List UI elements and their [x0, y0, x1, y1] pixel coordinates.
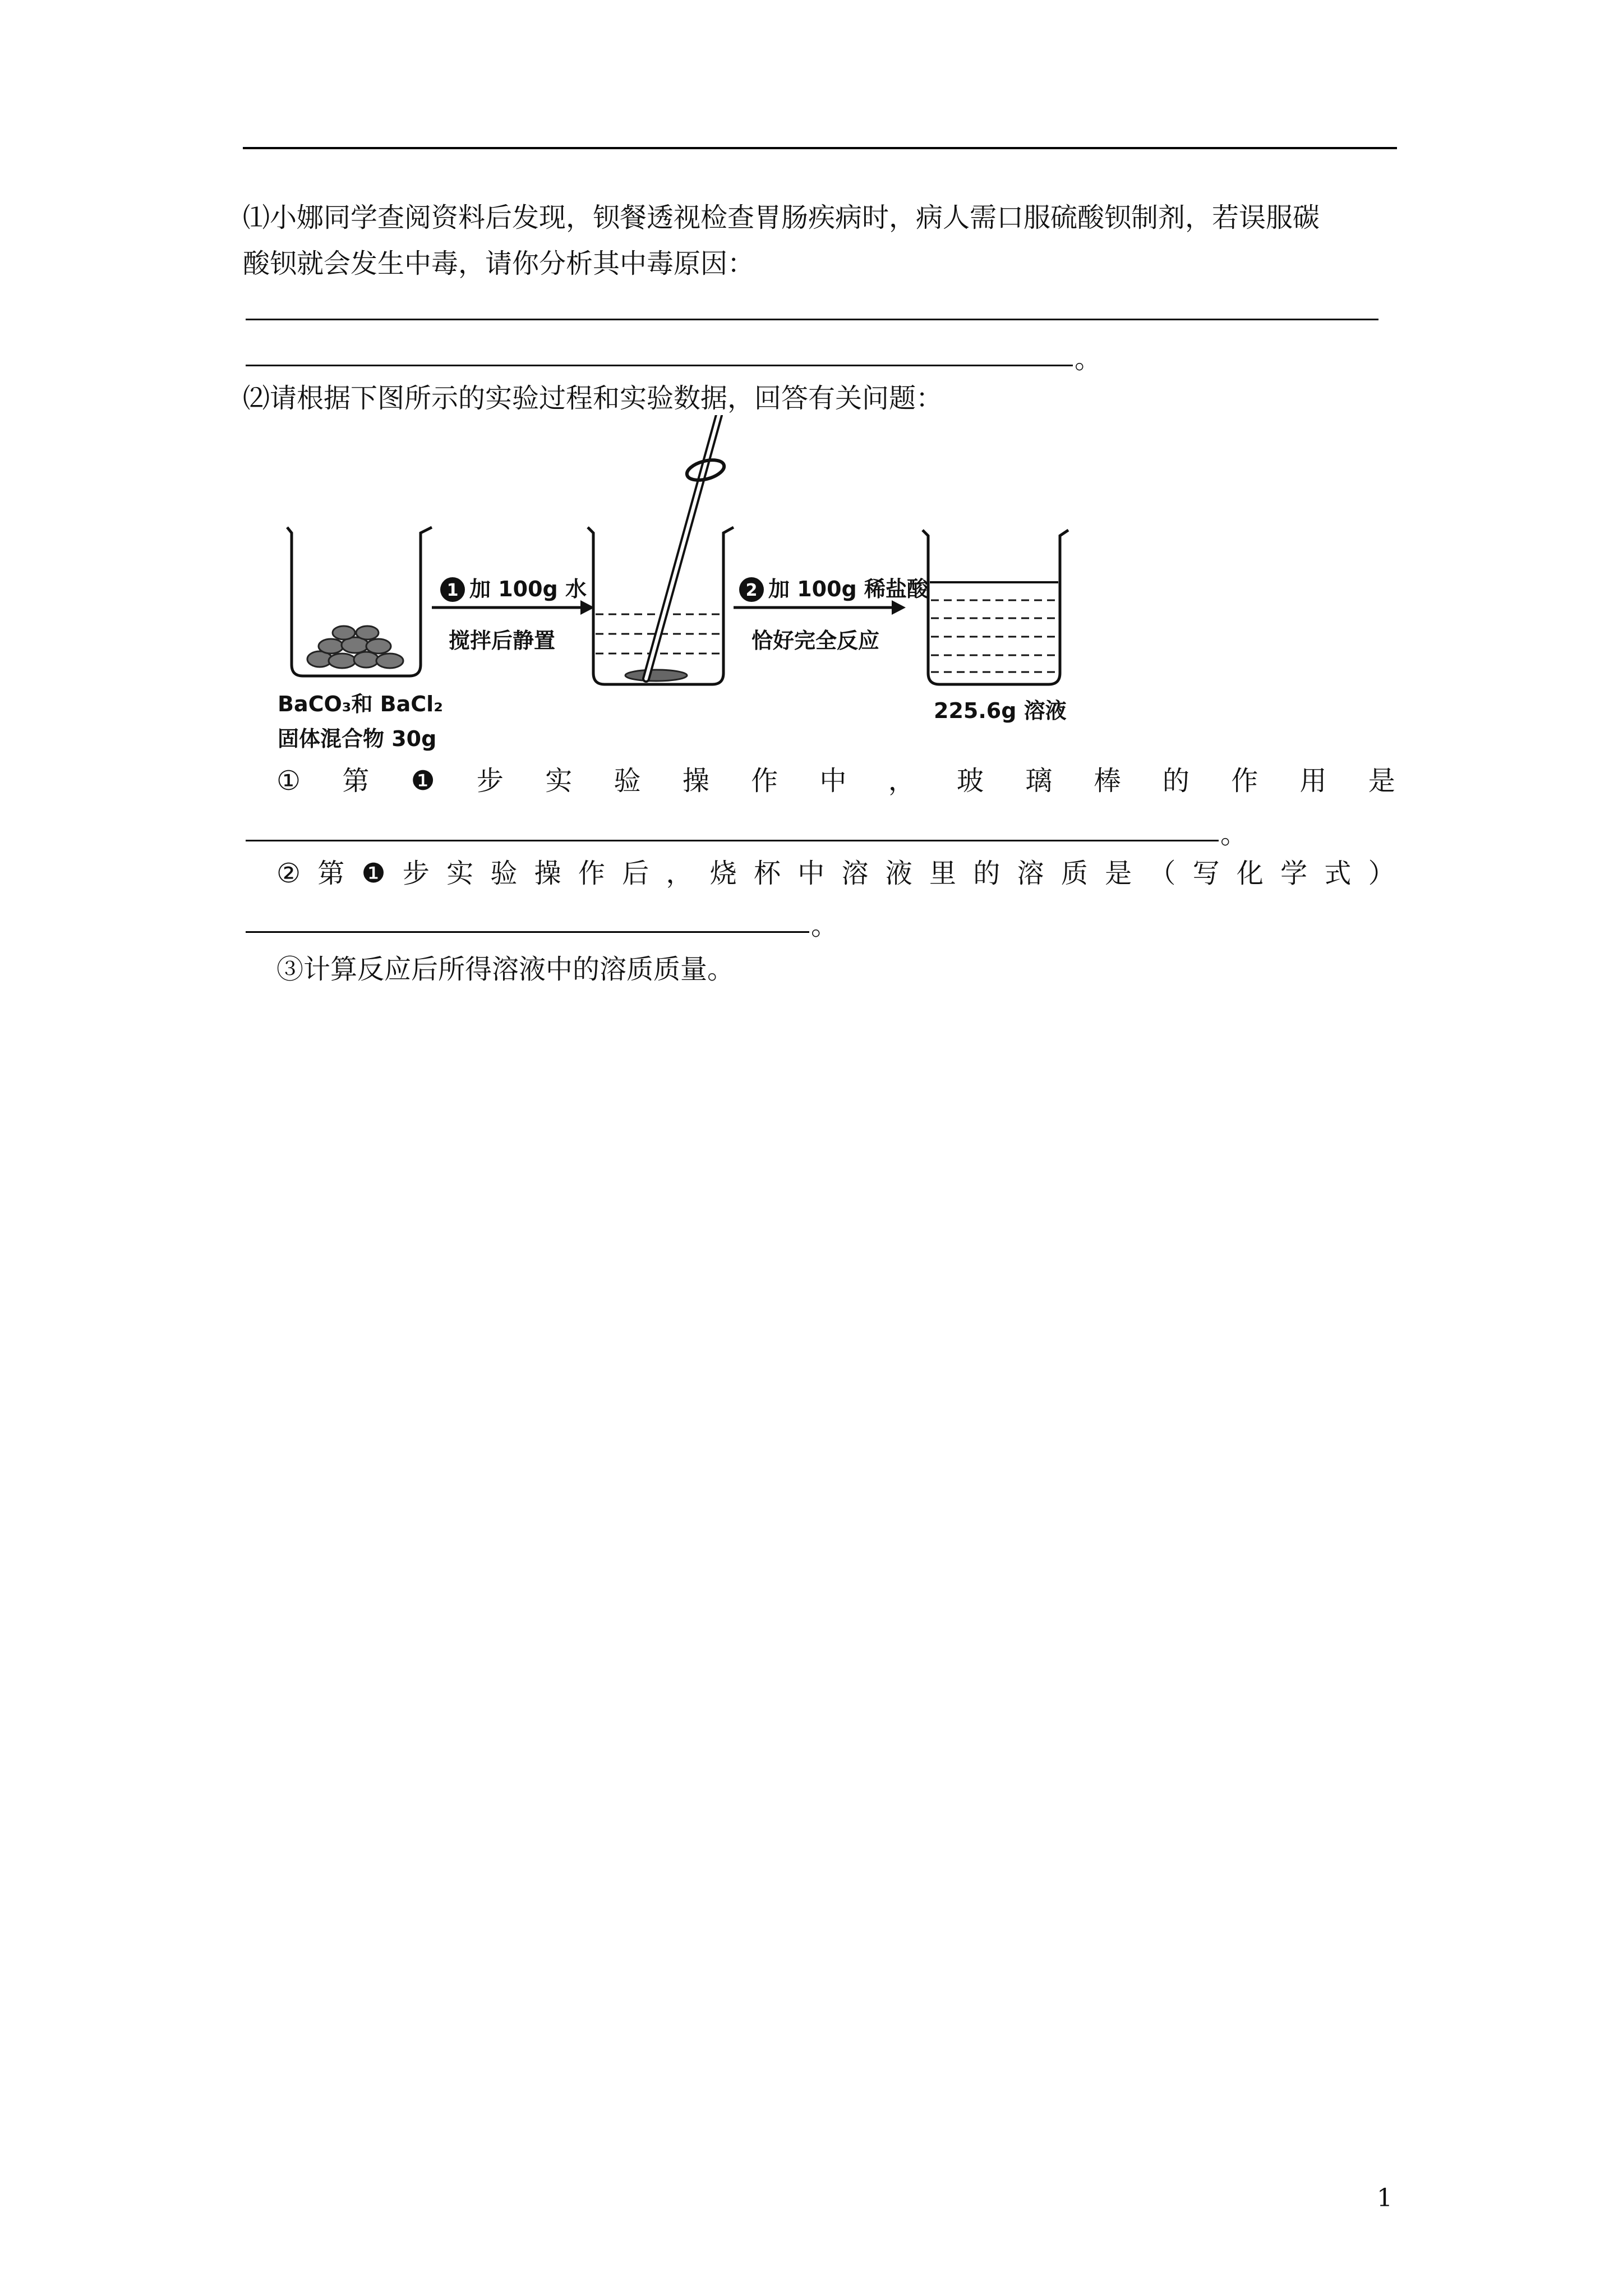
answer-blank-3[interactable] [246, 840, 1219, 841]
beaker-1-label-line-1: BaCO₃和 BaCl₂ [278, 692, 443, 716]
sub-1-char: 用 [1299, 765, 1327, 797]
sub-2-char: 中 [797, 858, 825, 889]
sub-1-char: ① [276, 765, 301, 797]
experiment-figure [264, 415, 1105, 763]
sub-1-char: 作 [1231, 765, 1258, 797]
step-2-bottom-label: 恰好完全反应 [751, 628, 880, 653]
sub-1-char: 棒 [1094, 765, 1121, 797]
page-number: 1 [1377, 2184, 1393, 2212]
sub-2-char: 写 [1192, 858, 1220, 889]
sub-1-char: 中 [819, 765, 847, 797]
beaker-3-label: 225.6g 溶液 [934, 698, 1067, 723]
end-mark: 。 [811, 910, 838, 941]
sub-2-char: 质 [1061, 858, 1088, 889]
sub-1-char: 实 [545, 765, 573, 797]
header-rule [243, 147, 1397, 149]
step-2-badge: 2 [745, 581, 758, 600]
sub-1-char: 作 [751, 765, 778, 797]
sub-2-char: 实 [446, 858, 474, 889]
beaker-1-label-line-2: 固体混合物 30g [278, 726, 437, 751]
beaker-1 [287, 527, 432, 676]
sub-2-char: （ [1149, 858, 1176, 889]
beaker-2 [588, 415, 734, 684]
sub-2-char: 第 [317, 858, 345, 889]
sub-1-char: 璃 [1025, 765, 1053, 797]
sub-2-char: ② [276, 858, 301, 889]
beaker-3 [923, 530, 1068, 684]
glass-rod-icon [646, 415, 726, 679]
sub-question-2 [276, 857, 1395, 890]
sub-question-3: ③计算反应后所得溶液中的溶质质量。 [276, 954, 735, 985]
sub-2-char: 学 [1280, 858, 1308, 889]
solid-mixture [307, 626, 403, 668]
end-mark: 。 [1075, 343, 1102, 375]
step-2-arrow [734, 577, 929, 653]
sub-2-char: 是 [1105, 858, 1132, 889]
sub-1-char: 步 [476, 765, 504, 797]
sub-1-char: 第 [342, 765, 370, 797]
sub-1-char: 玻 [957, 765, 984, 797]
step-1-bottom-label: 搅拌后静置 [449, 628, 556, 653]
step-1-badge: 1 [446, 581, 459, 600]
sub-2-char: 烧 [709, 858, 737, 889]
answer-blank-1[interactable] [246, 319, 1378, 320]
end-mark: 。 [1220, 818, 1248, 850]
sub-2-char: 化 [1236, 858, 1264, 889]
sub-2-char: 溶 [1017, 858, 1044, 889]
sub-1-char: 操 [682, 765, 709, 797]
answer-blank-2[interactable] [246, 365, 1073, 366]
sub-question-1 [276, 764, 1395, 798]
sub-2-char: 溶 [841, 858, 869, 889]
sub-1-char: 的 [1162, 765, 1189, 797]
sub-2-char: 式 [1324, 858, 1352, 889]
question-1-line-1: ⑴小娜同学查阅资料后发现，钡餐透视检查胃肠疾病时，病人需口服硫酸钡制剂，若误服碳 [243, 202, 1320, 233]
question-1-line-2: 酸钡就会发生中毒，请你分析其中毒原因： [243, 248, 755, 279]
sub-2-char: 杯 [753, 858, 781, 889]
sub-2-char: 里 [929, 858, 957, 889]
sub-2-char: 后 [622, 858, 649, 889]
sub-2-char: 步 [402, 858, 430, 889]
sub-2-char: 液 [885, 858, 912, 889]
sub-1-char: ❶ [411, 765, 435, 797]
sub-1-char: 是 [1368, 765, 1395, 797]
sub-2-char: ❶ [361, 858, 386, 889]
step-1-top-label: 加 100g 水 [469, 577, 587, 601]
sub-2-char: 验 [490, 858, 518, 889]
step-1-arrow [432, 577, 594, 653]
sub-2-char: 的 [973, 858, 1000, 889]
sub-2-char: ） [1368, 858, 1395, 889]
answer-blank-4[interactable] [246, 931, 809, 933]
sub-1-char: ， [888, 765, 915, 797]
step-2-top-label: 加 100g 稀盐酸 [768, 577, 928, 601]
question-2-intro: ⑵请根据下图所示的实验过程和实验数据，回答有关问题： [243, 383, 943, 414]
sub-2-char: 操 [534, 858, 561, 889]
sediment [625, 670, 687, 681]
sub-1-char: 验 [614, 765, 641, 797]
sub-2-char: 作 [578, 858, 605, 889]
sub-2-char: ， [666, 858, 693, 889]
